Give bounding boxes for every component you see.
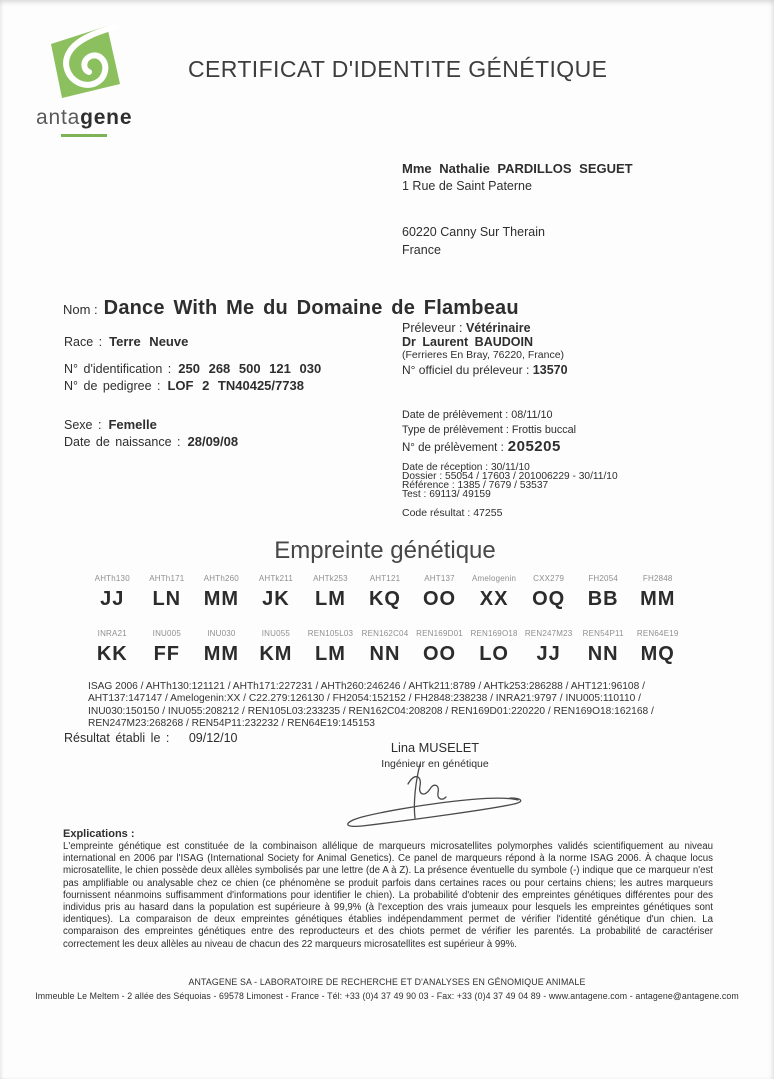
marker-value: LM <box>315 643 346 665</box>
marker-name: CXX279 <box>533 574 565 583</box>
marker-value: NN <box>369 643 401 665</box>
marker-name: FH2848 <box>642 574 673 583</box>
marker-value: LO <box>479 643 509 665</box>
marker-cell <box>467 629 522 666</box>
marker-cell <box>303 629 358 666</box>
pedigree-value: LOF 2 TN40425/7738 <box>167 378 304 393</box>
isag-allele-summary: ISAG 2006 / AHTh130:121121 / AHTh171:227231 / AHTh260:246246 / AHTk211:8789 / AHTk253:286288 / AHT121:96108 / AHT137:147147 / Amelogenin:XX / C22.279:126130 / FH2054:152152 / FH2848:238238 / INRA21:9797 / INU005:110110 / INU030:150150 / INU055:208212 / REN105L03:233235 / REN162C04:208208 / REN169D01:220220 / REN169O18:162168 / REN247M23:268268 / REN54P11:232232 / REN64E19:145153 <box>88 681 654 730</box>
marker-value: XX <box>479 588 509 610</box>
sampler-name: Dr Laurent BAUDOIN <box>402 335 534 349</box>
marker-value: LM <box>315 588 346 610</box>
pedigree-label: N° de pedigree : <box>64 379 161 393</box>
marker-name: REN162C04 <box>361 629 409 638</box>
marker-value: FF <box>153 643 181 665</box>
marker-cell <box>630 629 685 666</box>
sampling-block <box>402 408 618 519</box>
marker-cell <box>358 629 413 666</box>
antagene-logo <box>36 24 132 137</box>
nom-label: Nom : <box>63 302 98 317</box>
marker-value: LN <box>152 588 182 610</box>
signature-icon <box>342 760 527 830</box>
result-code-line <box>402 507 618 519</box>
marker-name: REN64E19 <box>636 629 679 638</box>
sampling-date-label: Date de prélèvement : <box>402 409 509 421</box>
marker-name: REN169D01 <box>416 629 463 638</box>
recipient-name: Mme Nathalie PARDILLOS SEGUET <box>402 161 633 176</box>
marker-value: MQ <box>640 643 675 665</box>
marker-cell <box>630 574 685 611</box>
sampler-type-line <box>402 321 568 335</box>
marker-cell <box>85 629 140 666</box>
logo-underline <box>61 134 107 137</box>
result-date-label: Résultat établi le : <box>64 731 170 745</box>
sampling-number-line <box>402 438 618 455</box>
sampler-official-line <box>402 363 568 377</box>
test-label: Test : <box>402 488 427 500</box>
marker-value: OO <box>422 588 457 610</box>
marker-name: INU030 <box>207 629 236 638</box>
wordmark-bold: gene <box>80 106 133 129</box>
race-line <box>64 334 188 349</box>
marker-cell <box>140 629 195 666</box>
marker-cell <box>358 574 413 611</box>
dog-name-line <box>63 297 519 320</box>
explanations-block <box>63 828 713 951</box>
marker-cell <box>412 629 467 666</box>
marker-cell <box>576 629 631 666</box>
marker-value: NN <box>587 643 619 665</box>
identification-label: N° d'identification : <box>64 362 172 376</box>
sex-label: Sexe : <box>64 418 102 432</box>
sampler-location: (Ferrieres En Bray, 76220, France) <box>402 349 565 361</box>
marker-name: REN105L03 <box>307 629 354 638</box>
marker-cell <box>576 574 631 611</box>
marker-name: Amelogenin <box>471 574 517 583</box>
sampling-date-line <box>402 408 618 423</box>
marker-cell <box>412 574 467 611</box>
marker-name: REN247M23 <box>524 629 573 638</box>
sampling-type-value: Frottis buccal <box>511 423 577 436</box>
marker-name: AHTh260 <box>203 574 239 583</box>
marker-cell <box>303 574 358 611</box>
dossier-group <box>402 464 618 500</box>
marker-name: AHTk211 <box>258 574 293 583</box>
result-code-label: Code résultat : <box>402 506 471 519</box>
birthdate-line <box>64 434 238 449</box>
sex-value: Femelle <box>108 417 157 432</box>
sampling-type-label: Type de prélèvement : <box>402 423 509 436</box>
marker-cell <box>467 574 522 611</box>
marker-name: INU005 <box>152 629 181 638</box>
recipient-address <box>402 160 633 259</box>
document-title: CERTIFICAT D'IDENTITE GÉNÉTIQUE <box>188 56 608 82</box>
pedigree-line <box>64 378 304 393</box>
explanations-heading: Explications : <box>63 828 135 840</box>
footer-address-line: Immeuble Le Meltem - 2 allée des Séquoias - 69578 Limonest - France - Tél: +33 (0)4 37 49 90 03 - Fax: +33 (0)4 37 49 04 89 - www.antagene.com - antagene@antagene.com <box>35 991 739 1001</box>
footer-company-line: ANTAGENE SA - LABORATOIRE DE RECHERCHE ET D'ANALYSES EN GÉNOMIQUE ANIMALE <box>188 977 586 987</box>
marker-cell <box>140 574 195 611</box>
test-value: 69113/ 49159 <box>429 488 491 500</box>
marker-value: OO <box>422 643 457 665</box>
sampler-official-label: N° officiel du préleveur : <box>402 362 530 377</box>
dossier-value: 55054 / 17603 / 201006229 - 30/11/10 <box>445 470 618 482</box>
race-label: Race : <box>64 335 103 349</box>
sampler-official-number: 13570 <box>532 362 568 377</box>
sampling-number-label: N° de prélèvement : <box>402 442 504 454</box>
marker-value: JK <box>262 588 290 610</box>
race-value: Terre Neuve <box>109 334 189 349</box>
recipient-country: France <box>402 242 441 257</box>
explanations-body: L'empreinte génétique est constituée de la combinaison allélique de marqueurs microsatellites polymorphes validés scientifiquement au niveau international en 2006 par l'ISAG (International Society for Animal Genetics). Ce panel de marqueurs répond à la norme ISAG 2006. À chaque locus microsatellite, le chien possède deux allèles symbolisés par une lettre (de A à Z). La présence éventuelle du symbole (-) indique que ce marqueur n'est pas amplifiable ou analysable chez ce chien (ce phénomène se produit parfois dans certaines races ou pour certains chiens; les autres marqueurs fournissent néanmoins suffisamment d'informations pour identifier le chien). La probabilité d'obtenir des empreintes génétiques différentes pour des individus pris au hasard dans la population est supérieure à 99,9% (à l'exception des vrais jumeaux pour lesquels les empreintes génétiques sont identiques). La comparaison de deux empreintes génétiques établies indépendamment permet de vérifier l'identité génétique d'un chien. La comparaison des empreintes génétiques entre des reproducteurs et des chiots permet de vérifier les parentés. La probabilité de caractériser correctement les deux allèles au niveau de chacun des 22 marqueurs microsatellites est supérieur à 99%. <box>63 841 713 950</box>
marker-cell <box>249 574 304 611</box>
recipient-street: 1 Rue de Saint Paterne <box>402 178 532 193</box>
dog-name: Dance With Me du Domaine de Flambeau <box>103 297 519 319</box>
marker-row-1 <box>85 574 685 611</box>
result-code-value: 47255 <box>473 506 503 519</box>
birthdate-label: Date de naissance : <box>64 435 181 449</box>
marker-name: AHT137 <box>424 574 455 583</box>
marker-name: AHTh171 <box>149 574 185 583</box>
marker-name: REN169O18 <box>470 629 518 638</box>
marker-name: INRA21 <box>97 629 127 638</box>
marker-cell <box>194 629 249 666</box>
marker-value: KM <box>259 643 293 665</box>
antagene-swirl-icon <box>45 24 123 100</box>
sampler-type: Vétérinaire <box>465 321 531 335</box>
reference-label: Référence : <box>402 479 455 491</box>
marker-cell <box>85 574 140 611</box>
marker-name: INU055 <box>261 629 291 638</box>
marker-name: AHTh130 <box>94 574 130 583</box>
marker-value: OQ <box>532 588 566 610</box>
result-date-line <box>64 731 238 745</box>
reception-value: 30/11/10 <box>490 462 530 473</box>
marker-name: AHT121 <box>369 574 401 583</box>
dossier-label: Dossier : <box>402 470 443 482</box>
sampling-number-value: 205205 <box>507 438 561 455</box>
marker-row-2 <box>85 629 685 666</box>
marker-value: KK <box>96 643 128 665</box>
sampler-block <box>402 321 568 377</box>
sampler-label: Préleveur : <box>402 321 463 335</box>
result-date-value: 09/12/10 <box>188 731 238 745</box>
reference-value: 1385 / 7679 / 53537 <box>457 479 549 491</box>
marker-value: KQ <box>368 588 401 610</box>
signatory-name: Lina MUSELET <box>390 740 480 755</box>
birthdate-value: 28/09/08 <box>187 434 239 449</box>
test-line <box>402 488 618 500</box>
marker-name: FH2054 <box>588 574 619 583</box>
marker-value: MM <box>640 588 676 610</box>
marker-value: JJ <box>100 588 125 610</box>
signatory-role: Ingénieur en génétique <box>381 758 489 770</box>
marker-value: MM <box>203 588 240 610</box>
marker-value: MM <box>203 643 240 665</box>
marker-name: REN54P11 <box>582 629 624 638</box>
marker-name: AHTk253 <box>313 574 348 583</box>
marker-cell <box>521 574 576 611</box>
recipient-city: 60220 Canny Sur Therain <box>402 225 545 239</box>
marker-value: BB <box>587 588 619 610</box>
genetic-fingerprint-title: Empreinte génétique <box>274 537 496 564</box>
marker-cell <box>194 574 249 611</box>
reception-label: Date de réception : <box>402 462 489 473</box>
marker-cell <box>521 629 576 666</box>
antagene-wordmark <box>36 106 132 130</box>
marker-cell <box>249 629 304 666</box>
marker-value: JJ <box>536 643 561 665</box>
sex-line <box>64 417 157 432</box>
sampling-date-value: 08/11/10 <box>511 409 553 421</box>
wordmark-light: anta <box>36 106 81 129</box>
footer <box>10 977 764 1001</box>
sampling-type-line <box>402 423 618 438</box>
identification-value: 250 268 500 121 030 <box>178 361 322 376</box>
identification-line <box>64 361 321 376</box>
